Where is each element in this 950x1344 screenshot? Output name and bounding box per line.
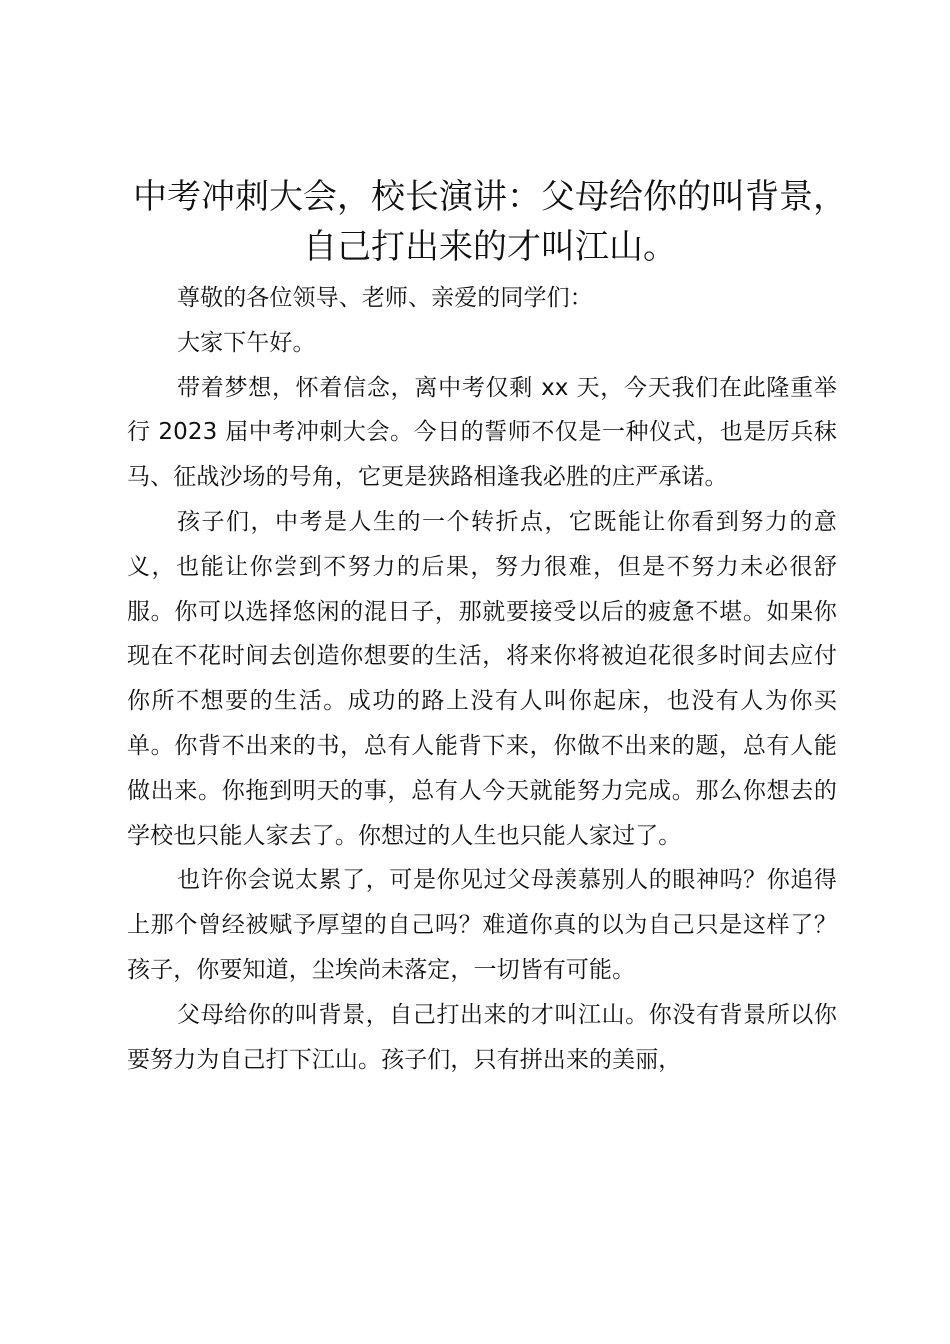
body-paragraph: 孩子们，中考是人生的一个转折点，它既能让你看到努力的意义，也能让你尝到不努力的后果，努力很难，但是不努力未必很舒服。你可以选择悠闲的混日子，那就要接受以后的疲惫不堪。如果你现在不花时间去创造你想要的生活，将来你将被迫花很多时间去应付你所不想要的生活。成功的路上没有人叫你起床，也没有人为你买单。你背不出来的书，总有人能背下来，你做不出来的题，总有人能做出来。你拖到明天的事，总有人今天就能努力完成。那么你想去的学校也只能人家去了。你想过的人生也只能人家过了。 xyxy=(127,508,837,849)
title-line-1: 中考冲刺大会，校长演讲：父母给你的叫背景， xyxy=(133,177,847,217)
document-body xyxy=(127,276,837,1082)
greeting-paragraph: 大家下午好。 xyxy=(177,329,316,356)
document-title xyxy=(110,172,870,272)
title-line-2: 自己打出来的才叫江山。 xyxy=(303,227,677,267)
body-paragraph: 父母给你的叫背景，自己打出来的才叫江山。你没有背景所以你要努力为自己打下江山。孩子们，只有拼出来的美丽， xyxy=(127,1001,837,1073)
salutation-paragraph: 尊敬的各位领导、老师、亲爱的同学们： xyxy=(177,285,593,311)
body-paragraph: 也许你会说太累了，可是你见过父母羡慕别人的眼神吗？你追得上那个曾经被赋予厚望的自己吗？难道你真的以为自己只是这样了？孩子，你要知道，尘埃尚未落定，一切皆有可能。 xyxy=(127,867,837,983)
body-paragraph: 带着梦想，怀着信念，离中考仅剩 xx 天，今天我们在此隆重举行 2023 届中考冲刺大会。今日的誓师不仅是一种仪式，也是厉兵秣马、征战沙场的号角，它更是狭路相逢我必胜的庄严承诺。 xyxy=(127,374,837,491)
